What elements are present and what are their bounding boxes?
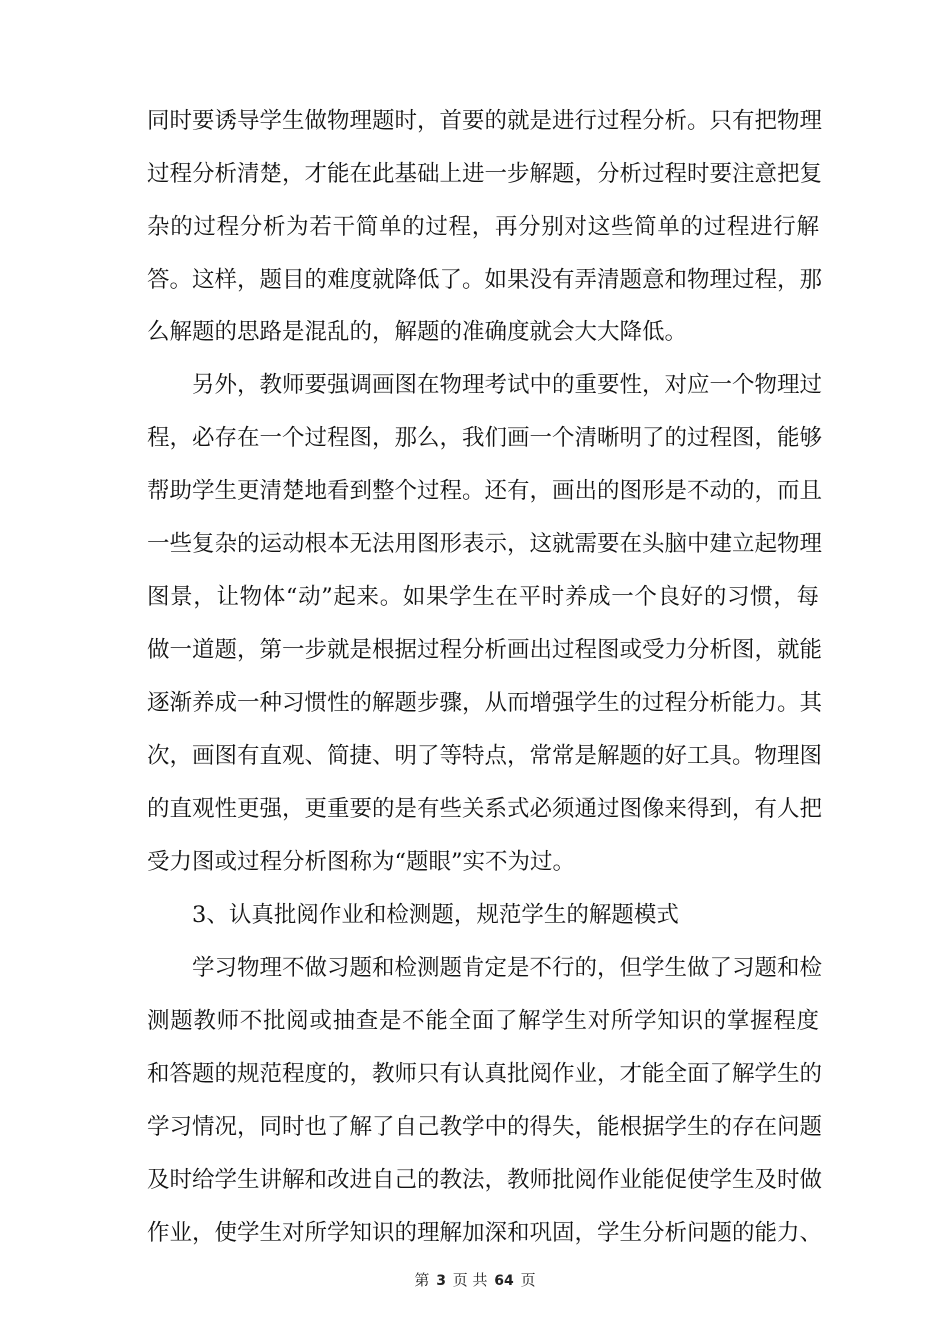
current-page-number: 3: [436, 1273, 446, 1289]
text-line: 帮助学生更清楚地看到整个过程。还有，画出的图形是不动的，而且: [147, 478, 823, 504]
paragraph-start-line: 学习物理不做习题和检测题肯定是不行的，但学生做了习题和检: [192, 955, 823, 981]
section-heading: 3、认真批阅作业和检测题，规范学生的解题模式: [192, 902, 679, 928]
text-line: 程，必存在一个过程图，那么，我们画一个清晰明了的过程图，能够: [147, 425, 823, 451]
text-line: 和答题的规范程度的，教师只有认真批阅作业，才能全面了解学生的: [147, 1061, 823, 1087]
total-page-count: 64: [494, 1273, 514, 1289]
text-line: 过程分析清楚，才能在此基础上进一步解题，分析过程时要注意把复: [147, 161, 823, 187]
text-line: 次，画图有直观、简捷、明了等特点，常常是解题的好工具。物理图: [147, 743, 823, 769]
text-line: 么解题的思路是混乱的，解题的准确度就会大大降低。: [147, 319, 688, 345]
text-line: 及时给学生讲解和改进自己的教法，教师批阅作业能促使学生及时做: [147, 1167, 823, 1193]
footer-prefix: 第: [414, 1271, 430, 1289]
page-footer: [0, 1270, 950, 1291]
text-line: 图景，让物体“动”起来。如果学生在平时养成一个良好的习惯，每: [147, 584, 819, 610]
text-line: 答。这样，题目的难度就降低了。如果没有弄清题意和物理过程，那: [147, 267, 823, 293]
paragraph-start-line: 另外，教师要强调画图在物理考试中的重要性，对应一个物理过: [192, 372, 823, 398]
text-line: 测题教师不批阅或抽查是不能全面了解学生对所学知识的掌握程度: [147, 1008, 819, 1034]
text-line: 一些复杂的运动根本无法用图形表示，这就需要在头脑中建立起物理: [147, 531, 823, 557]
text-line: 学习情况，同时也了解了自己教学中的得失，能根据学生的存在问题: [147, 1114, 823, 1140]
text-line: 的直观性更强，更重要的是有些关系式必须通过图像来得到，有人把: [147, 796, 823, 822]
footer-middle: 页 共: [452, 1271, 488, 1289]
text-line: 做一道题，第一步就是根据过程分析画出过程图或受力分析图，就能: [147, 637, 823, 663]
text-line: 作业，使学生对所学知识的理解加深和巩固，学生分析问题的能力、: [147, 1220, 823, 1246]
text-line: 逐渐养成一种习惯性的解题步骤，从而增强学生的过程分析能力。其: [147, 690, 823, 716]
footer-suffix: 页: [520, 1271, 536, 1289]
text-line: 同时要诱导学生做物理题时，首要的就是进行过程分析。只有把物理: [147, 108, 823, 134]
text-line: 杂的过程分析为若干简单的过程，再分别对这些简单的过程进行解: [147, 214, 819, 240]
text-line: 受力图或过程分析图称为“题眼”实不为过。: [147, 849, 576, 875]
